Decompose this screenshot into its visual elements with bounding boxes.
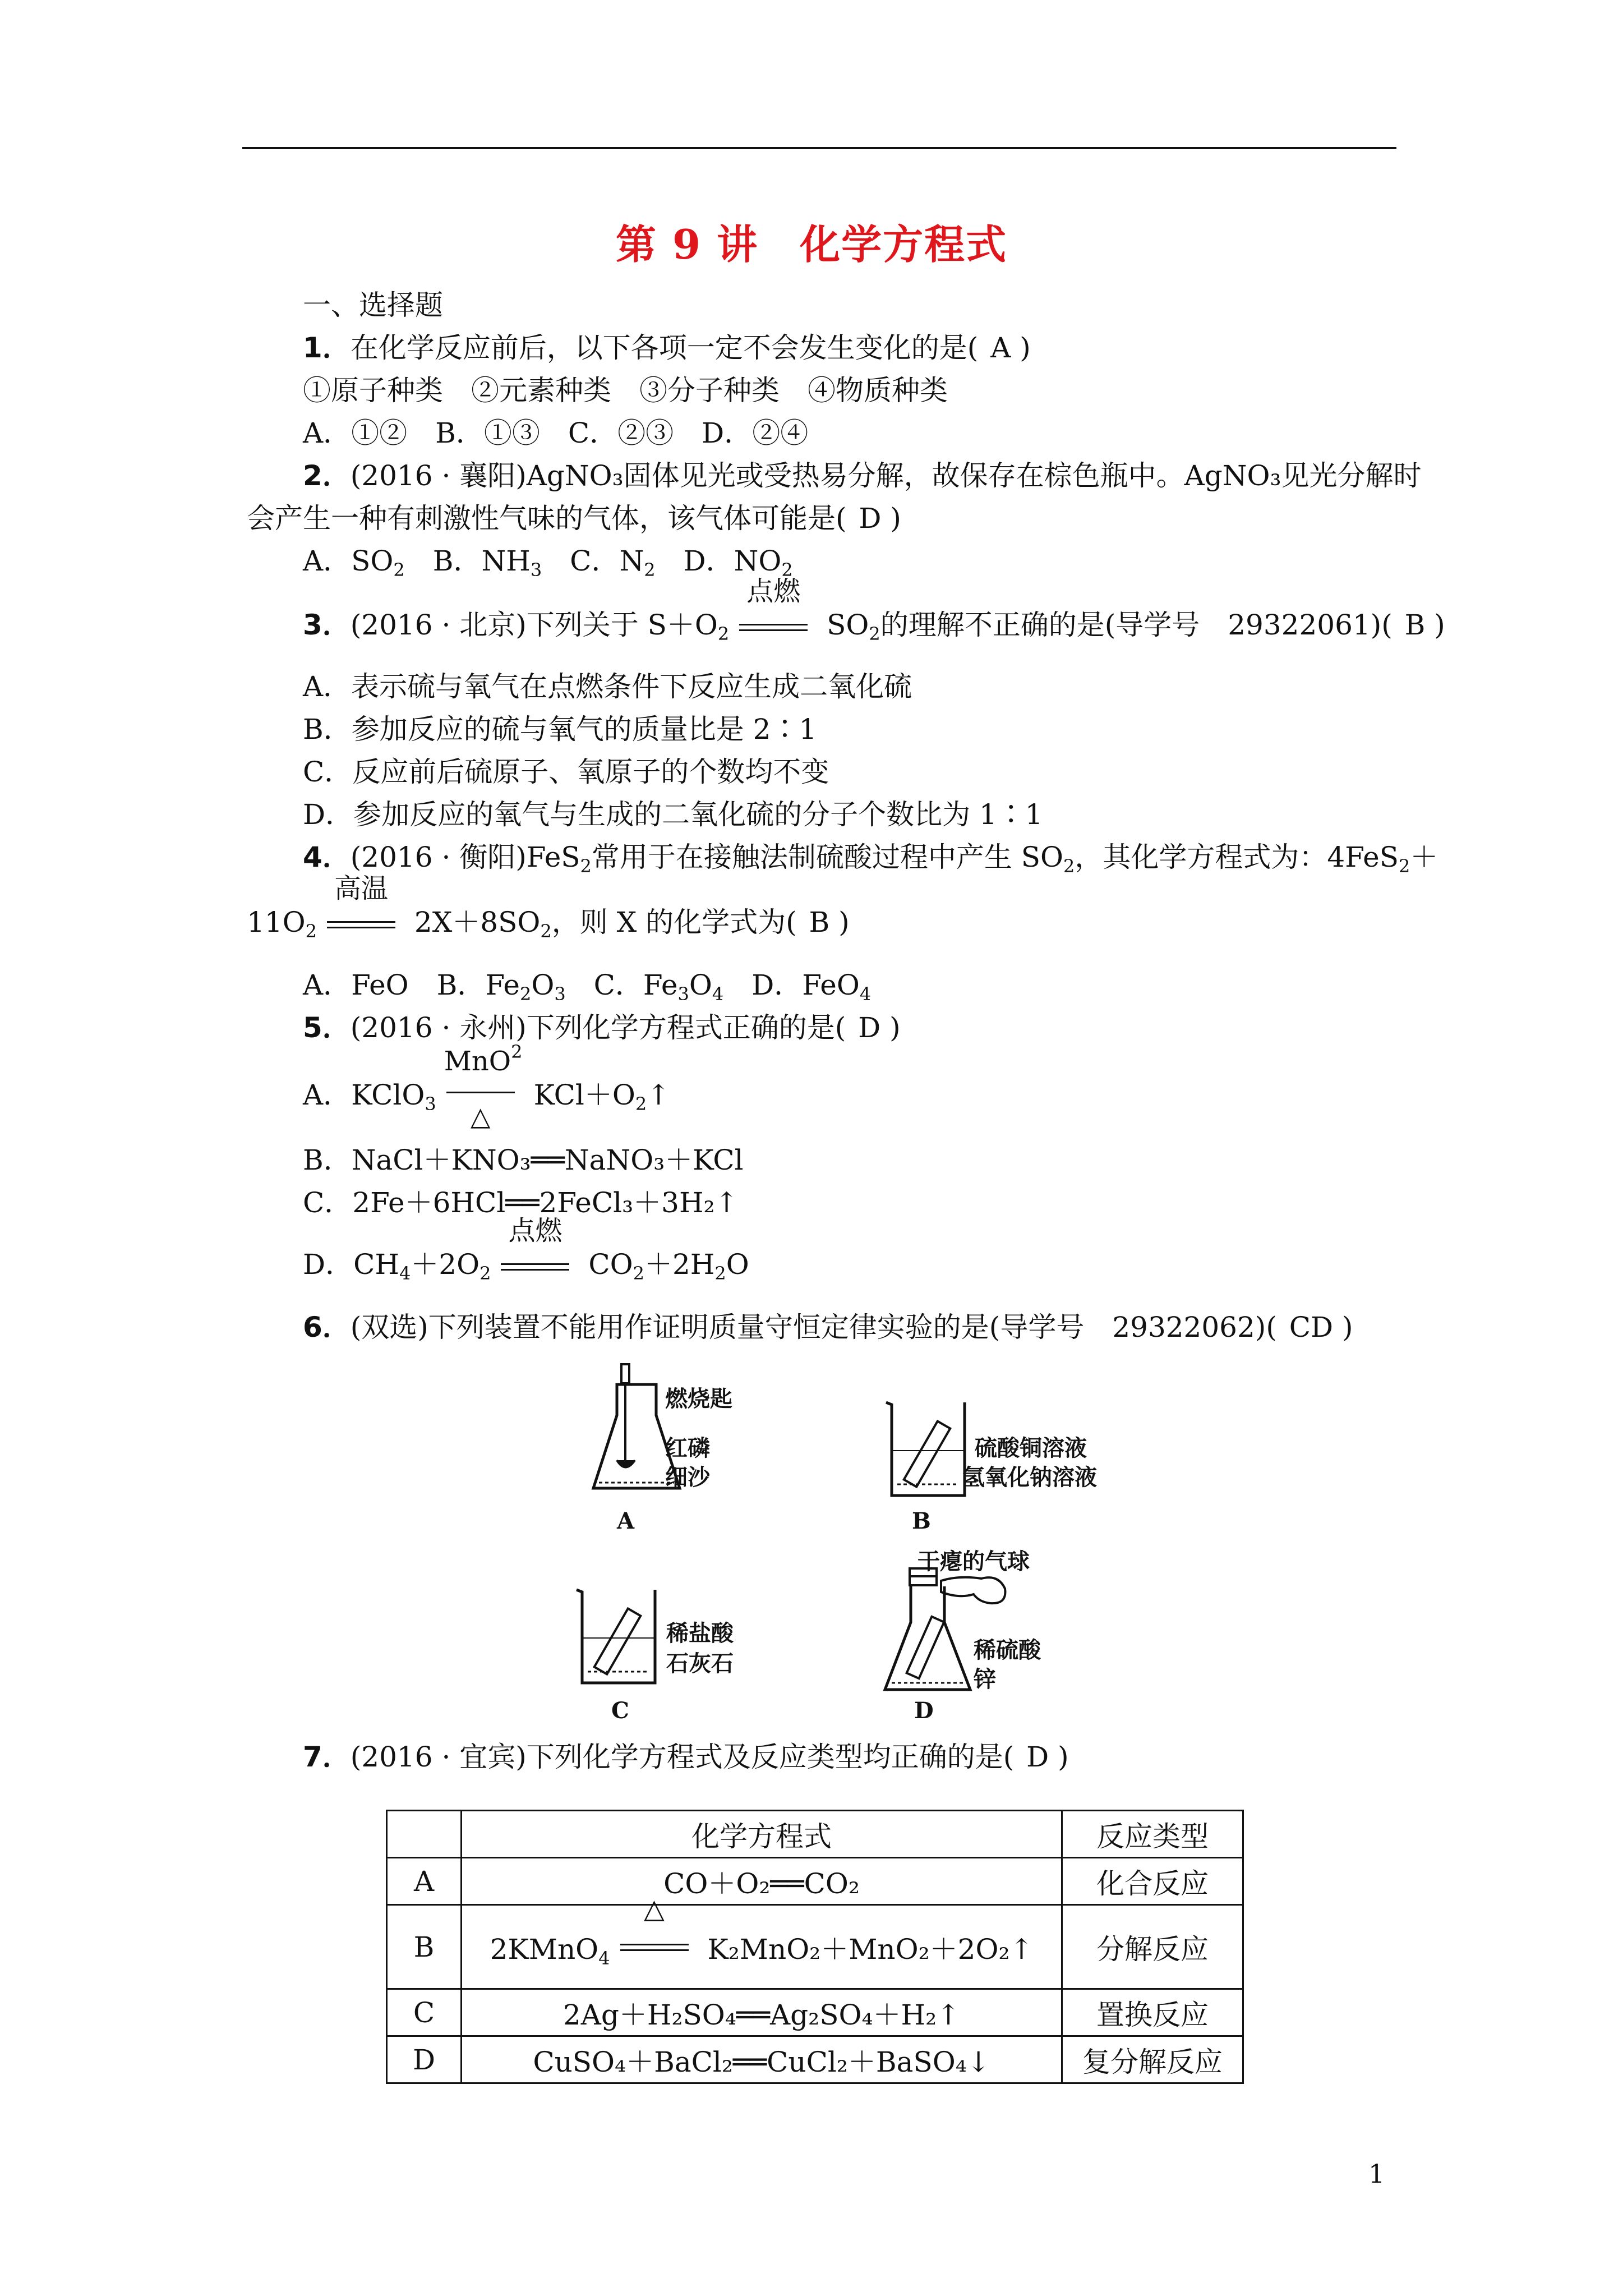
label-sodium-hydroxide: 氢氧化钠溶液: [962, 1465, 1097, 1490]
reaction-condition: △: [618, 1927, 691, 1963]
table-cell-type: 置换反应: [1062, 1989, 1243, 2036]
question-3-option-d: D．参加反应的氧气与生成的二氧化硫的分子个数比为 1∶1: [303, 798, 1043, 831]
question-1-options: A．①② B．①③ C．②③ D．②④: [303, 417, 809, 449]
page-number: 1: [1368, 2159, 1385, 2189]
label-fine-sand: 细沙: [665, 1465, 710, 1490]
reaction-condition: 高温: [325, 904, 398, 940]
label-copper-sulfate: 硫酸铜溶液: [975, 1435, 1087, 1461]
label-limestone: 石灰石: [666, 1651, 734, 1677]
reaction-condition: MnO$^2$ △: [444, 1041, 523, 1131]
question-1: 1．在化学反应前后，以下各项一定不会发生变化的是( A ): [303, 332, 1031, 364]
question-2-options: A．$SO_2$ B．$NH_3$ C．$N_2$ D．$NO_2$: [303, 545, 793, 581]
table-cell-label: B: [387, 1905, 462, 1989]
label-burning-spoon: 燃烧匙: [665, 1386, 732, 1412]
table-cell-equation: 2KMnO$_4$ △ K₂MnO₂＋MnO₂＋2O₂↑: [462, 1905, 1062, 1989]
label-zinc: 锌: [974, 1667, 996, 1692]
table-cell-label: C: [387, 1989, 462, 2036]
table-header-row: [387, 1811, 1243, 1858]
label-dilute-hcl: 稀盐酸: [666, 1621, 734, 1646]
question-3-option-a: A．表示硫与氧气在点燃条件下反应生成二氧化硫: [303, 670, 912, 703]
question-4-cont: $11O_2$ 高温 $2X+8SO_2$，则 X 的化学式为( B ): [247, 873, 850, 942]
figure-caption-b: B: [912, 1508, 931, 1534]
figure-caption-c: C: [611, 1697, 629, 1724]
question-2-cont: 会产生一种有刺激性气味的气体，该气体可能是( D ): [247, 502, 901, 535]
question-5-option-c: C．2Fe＋6HCl══2FeCl₃＋3H₂↑: [303, 1186, 739, 1219]
table-row: [387, 1989, 1243, 2036]
label-red-phosphorus: 红磷: [665, 1435, 710, 1461]
figure-caption-a: A: [617, 1508, 635, 1534]
reaction-condition: 点燃: [737, 607, 810, 643]
table-cell-type: 化合反应: [1062, 1858, 1243, 1905]
label-deflated-balloon: 干瘪的气球: [917, 1549, 1030, 1575]
question-6: 6．(双选)下列装置不能用作证明质量守恒定律实验的是(导学号 29322062)( CD ): [303, 1311, 1353, 1343]
table-cell-equation: CuSO₄＋BaCl₂══CuCl₂＋BaSO₄↓: [462, 2036, 1062, 2083]
table-cell-type: 复分解反应: [1062, 2036, 1243, 2083]
label-dilute-sulfuric-acid: 稀硫酸: [974, 1637, 1041, 1663]
table-cell-type: 分解反应: [1062, 1905, 1243, 1989]
table-header-cell: 反应类型: [1062, 1811, 1243, 1858]
question-5: 5．(2016 · 永州)下列化学方程式正确的是( D ): [303, 1011, 901, 1044]
table-cell-label: A: [387, 1858, 462, 1905]
table-cell-equation: CO＋O₂══CO₂: [462, 1858, 1062, 1905]
question-4-options: A．FeO B．$Fe_2O_3$ C．$Fe_3O_4$ D．FeO$_4$: [303, 969, 872, 1005]
question-1-items: ①原子种类 ②元素种类 ③分子种类 ④物质种类: [303, 374, 948, 407]
table-row: [387, 1905, 1243, 1989]
table-cell-equation: 2Ag＋H₂SO₄══Ag₂SO₄＋H₂↑: [462, 1989, 1062, 2036]
table-cell-label: D: [387, 2036, 462, 2083]
question-5-option-d: D．$CH_4+2O_2$ 点燃 $CO_2+2H_2O$: [303, 1215, 749, 1284]
table-header-cell: 化学方程式: [462, 1811, 1062, 1858]
table-header-cell: [387, 1811, 462, 1858]
question-3-option-c: C．反应前后硫原子、氧原子的个数均不变: [303, 756, 829, 788]
question-3: 3．(2016 · 北京)下列关于 $S+O_2$ 点燃 $SO_2$的理解不正确的是(导学号 29322061)( B ): [303, 576, 1445, 645]
reaction-condition: 点燃: [499, 1246, 571, 1282]
table-row: [387, 1858, 1243, 1905]
question-5-option-b: B．NaCl＋KNO₃══NaNO₃＋KCl: [303, 1144, 744, 1176]
section-heading: 一、选择题: [303, 289, 443, 321]
reaction-table: [386, 1810, 1244, 2084]
table-row: [387, 2036, 1243, 2083]
question-4: 4．(2016 · 衡阳)FeS$_2$常用于在接触法制硫酸过程中产生 $SO_2$，其化学方程式为：4FeS$_2$＋: [303, 841, 1438, 877]
page-title: 第 9 讲 化学方程式: [615, 220, 1008, 268]
question-5-option-a: A．KClO$_3$ MnO$^2$ △ $KCl+O_2↑$: [303, 1041, 671, 1131]
apparatus-figure-c: [571, 1582, 666, 1688]
question-7: 7．(2016 · 宜宾)下列化学方程式及反应类型均正确的是( D ): [303, 1741, 1069, 1773]
question-3-option-b: B．参加反应的硫与氧气的质量比是 2∶1: [303, 713, 817, 746]
question-2: 2．(2016 · 襄阳)AgNO₃固体见光或受热易分解，故保存在棕色瓶中。AgNO₃见光分解时: [303, 459, 1422, 492]
header-rule: [242, 147, 1396, 149]
apparatus-figure-b: [880, 1395, 976, 1501]
apparatus-figure-d: [875, 1566, 1060, 1695]
figure-caption-d: D: [914, 1697, 934, 1724]
